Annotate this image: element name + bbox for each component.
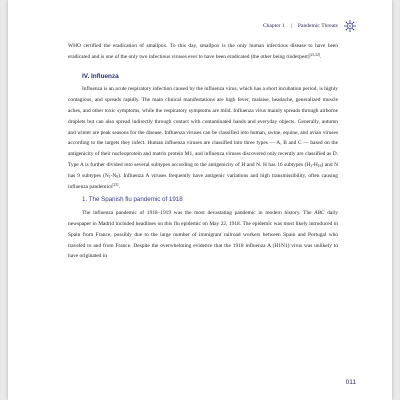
subsection-heading-spanish-flu: 1. The Spanish flu pandemic of 1918 [82, 196, 183, 204]
virus-emblem-icon [344, 20, 356, 32]
header-separator: | [290, 23, 292, 29]
citation-21-22: [21,22] [309, 52, 321, 57]
chapter-label: Chapter 1 [262, 23, 285, 29]
newspaper-name: ABC [314, 210, 325, 217]
section-label: Pandemic Threats [297, 23, 338, 29]
book-page [8, 0, 392, 400]
page-number: 011 [345, 379, 356, 386]
paragraph-spanish-flu: The influenza pandemic of 1918–1919 was the most devastating pandemic in modern history. The ABC daily newspaper in Madrid included headlines on this flu epidemic on May 22, 1918. The epidemic was most likely introduced in Spain from France, possibly due to the large number of immigrant railroad workers between Spain and Portugal who traveled to and from France. Despite the overwhelming evidence that the 1918 influenza A (H1N1) virus was unlikely to have originated in [68, 210, 338, 260]
page-body [68, 41, 338, 262]
section-heading-influenza: IV. Influenza [82, 72, 119, 80]
citation-23: [23] [112, 182, 119, 187]
paragraph-influenza: Influenza is an acute respiratory infection caused by the influenza virus, which has a short incubation period, is highly contagious, and spreads rapidly. The main clinical manifestations are high fever, malaise, headache, generalized muscle aches, and other toxic symptoms, while the respiratory symptoms are mild. Influenza virus mainly spreads through airborne droplets but can also spread indirectly through contact with contaminated hands and everyday objects. Generally, autumn and winter are peak seasons for the disease. Influenza viruses can be classified into human, swine, equine, and avian viruses according to the targets they infect. Human influenza viruses are classified into three types — A, B and C — based on the antigenicity of their nucleoprotein and matrix protein M1, and influenza viruses discovered only recently are classified as D. Type A is further divided into several subtypes according to the antigenicity of H and N. H has 16 subtypes $(H_1-H_{16})$ and N has 9 subtypes $(N_1-N_9)$. Influenza A viruses frequently have antigenic variations and high transmissibility, often causing influenza pandemics[23]. [68, 86, 339, 190]
running-header [263, 18, 356, 34]
paragraph-smallpox: WHO certified the eradication of smallpox. To this day, smallpox is the only human infectious disease to have been eradicated and is one of the only two infectious viruses ever to have been eradicated (the other being rinderpest)[21,22]. [68, 43, 338, 60]
